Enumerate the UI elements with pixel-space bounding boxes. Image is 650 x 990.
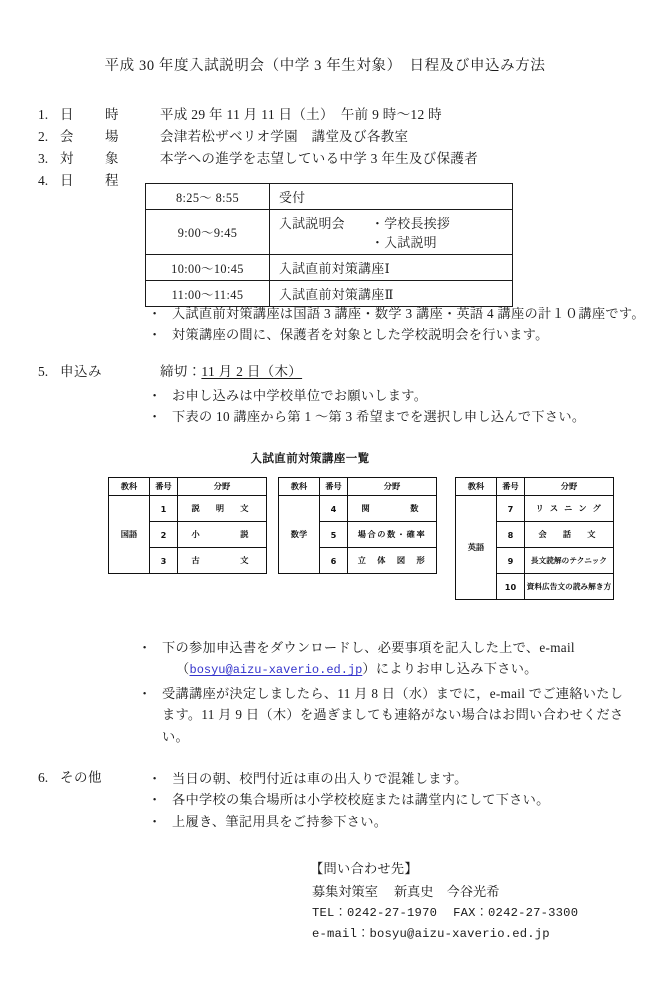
section-label-5: 申込み xyxy=(60,364,102,379)
course-field: リ ス ニ ン グ xyxy=(525,496,614,522)
contact-block xyxy=(312,858,578,945)
subject-cell: 英語 xyxy=(456,496,497,600)
course-field: 説 明 文 xyxy=(178,496,267,522)
table-row xyxy=(109,496,267,522)
course-field: 場合の数・確率 xyxy=(348,522,437,548)
note-text: 入試直前対策講座は国語 3 講座・数学 3 講座・英語 4 講座の計１０講座です。 xyxy=(172,306,645,321)
list-item xyxy=(146,811,550,832)
bullet-mark: ・ xyxy=(148,327,162,343)
course-field: 古 文 xyxy=(178,548,267,574)
paren-close: ）によりお申し込み下さい。 xyxy=(362,661,538,677)
list-item xyxy=(146,789,550,810)
tel-value: 0242-27-1970 xyxy=(346,906,438,921)
course-number: 7 xyxy=(497,496,525,522)
course-number: 8 xyxy=(497,522,525,548)
download-notes-list xyxy=(136,637,624,747)
schedule-time: 8:25〜 8:55 xyxy=(146,184,270,210)
subject-cell: 数学 xyxy=(279,496,320,574)
schedule-bullet-2: ・入試説明 xyxy=(371,236,437,250)
note-text: 上履き、筆記用具をご持参下さい。 xyxy=(172,813,388,829)
table-header-row xyxy=(456,478,614,496)
section-index-5: 5. xyxy=(38,364,49,379)
email-value: bosyu@aizu-xaverio.ed.jp xyxy=(369,927,550,942)
course-number: 1 xyxy=(150,496,178,522)
note-text: 対策講座の間に、保護者を対象とした学校説明会を行います。 xyxy=(172,327,549,343)
table-row xyxy=(456,496,614,522)
note-text: 下表の 10 講座から第 1 〜第 3 希望までを選択し申し込んで下さい。 xyxy=(172,409,586,425)
schedule-time: 11:00〜11:45 xyxy=(146,281,270,307)
section-index-2: 2. xyxy=(38,129,49,144)
section-row-6 xyxy=(34,768,160,789)
deadline-prefix: 締切： xyxy=(160,364,202,379)
bullet-mark: ・ xyxy=(138,685,152,701)
section-index-3: 3. xyxy=(38,151,49,166)
course-field: 立 体 図 形 xyxy=(348,548,437,574)
email-link[interactable]: bosyu@aizu-xaverio.ed.jp xyxy=(189,663,363,678)
col-header-field: 分野 xyxy=(178,478,267,496)
section-label-1: 日 時 xyxy=(60,107,128,122)
deadline-group xyxy=(160,362,302,383)
col-header-field: 分野 xyxy=(348,478,437,496)
note-line-1: 受講講座が決定しましたら、11 月 8 日（水）までに，e-mail でご連絡いたし xyxy=(162,685,624,701)
col-header-number: 番号 xyxy=(320,478,348,496)
deadline-value: 11 月 2 日（木） xyxy=(201,364,303,379)
course-number: 4 xyxy=(320,496,348,522)
section-index-1: 1. xyxy=(38,107,49,122)
course-number: 2 xyxy=(150,522,178,548)
table-header-row xyxy=(109,478,267,496)
section-row-2 xyxy=(34,127,408,148)
contact-email-line xyxy=(312,924,578,945)
schedule-time: 10:00〜10:45 xyxy=(146,255,270,281)
schedule-table xyxy=(145,183,513,307)
contact-heading: 【問い合わせ先】 xyxy=(310,861,418,876)
course-field: 小 説 xyxy=(178,522,267,548)
contact-staff: 新真史 今谷光希 xyxy=(393,883,500,899)
note-text: 当日の朝、校門付近は車の出入りで混雑します。 xyxy=(172,771,468,786)
table-row xyxy=(279,496,437,522)
note-text: 各中学校の集合場所は小学校校庭または講堂内にして下さい。 xyxy=(172,792,550,808)
list-item xyxy=(146,303,645,324)
table-header-row xyxy=(279,478,437,496)
section-index-6: 6. xyxy=(38,770,49,785)
bullet-mark: ・ xyxy=(148,306,162,321)
col-header-number: 番号 xyxy=(150,478,178,496)
course-number: 6 xyxy=(320,548,348,574)
list-item xyxy=(146,385,585,406)
course-number: 10 xyxy=(497,574,525,600)
list-item xyxy=(146,324,645,345)
section-row-5 xyxy=(34,362,302,383)
table-row xyxy=(146,255,513,281)
bullet-mark: ・ xyxy=(148,813,162,829)
col-header-subject: 教科 xyxy=(109,478,150,496)
section-row-3 xyxy=(34,149,478,170)
course-field: 会 話 文 xyxy=(525,522,614,548)
course-field: 関 数 xyxy=(348,496,437,522)
table-row xyxy=(146,184,513,210)
email-label: e-mail： xyxy=(312,927,370,942)
schedule-desc: 入試説明会 xyxy=(279,217,345,231)
col-header-number: 番号 xyxy=(497,478,525,496)
bullet-mark: ・ xyxy=(148,409,162,425)
course-field: 資料広告文の読み解き方 xyxy=(525,574,614,600)
application-notes-list xyxy=(146,385,585,428)
other-notes-list xyxy=(146,768,550,832)
course-table-math xyxy=(278,477,437,574)
section-label-3: 対 象 xyxy=(60,151,128,166)
course-table-english xyxy=(455,477,614,600)
bullet-mark: ・ xyxy=(148,771,162,786)
courses-heading: 入試直前対策講座一覧 xyxy=(250,451,370,465)
list-item xyxy=(146,406,585,427)
schedule-bullet-1: ・学校長挨拶 xyxy=(371,217,451,231)
col-header-subject: 教科 xyxy=(456,478,497,496)
course-field: 長文読解のテクニック xyxy=(525,548,614,574)
course-number: 3 xyxy=(150,548,178,574)
tel-label: TEL： xyxy=(312,906,347,921)
table-row xyxy=(146,210,513,255)
contact-phone-line xyxy=(312,903,578,924)
section-value-1: 平成 29 年 11 月 11 日（土） 午前 9 時〜12 時 xyxy=(160,107,442,122)
col-header-field: 分野 xyxy=(525,478,614,496)
bullet-mark: ・ xyxy=(148,388,162,403)
note-text xyxy=(162,683,624,747)
section-row-4 xyxy=(34,171,160,192)
section-value-3: 本学への進学を志望している中学 3 年生及び保護者 xyxy=(160,151,478,166)
paren-open: （ xyxy=(176,661,190,677)
schedule-desc-group xyxy=(270,210,513,255)
note-text: お申し込みは中学校単位でお願いします。 xyxy=(172,388,428,403)
bullet-mark: ・ xyxy=(138,640,152,655)
note-line-2: ます。11 月 9 日（木）を過ぎましても連絡がない場合はお問い合わせくださ xyxy=(162,707,624,723)
list-item xyxy=(136,683,624,747)
contact-office: 募集対策室 xyxy=(312,883,378,899)
section-label-6: その他 xyxy=(60,770,102,785)
course-number: 9 xyxy=(497,548,525,574)
section-label-4: 日 程 xyxy=(60,173,128,188)
schedule-desc: 入試直前対策講座Ⅱ xyxy=(270,281,513,307)
page-title: 平成 30 年度入試説明会（中学 3 年生対象） 日程及び申込み方法 xyxy=(104,58,546,74)
note-line-3: い。 xyxy=(162,728,189,744)
schedule-desc: 受付 xyxy=(270,184,513,210)
schedule-desc-line1 xyxy=(279,213,504,232)
section-index-4: 4. xyxy=(38,173,49,188)
fax-label: FAX： xyxy=(453,906,489,921)
fax-value: 0242-27-3300 xyxy=(488,906,579,921)
note-line-1: 下の参加申込書をダウンロードし、必要事項を記入した上で、e-mail xyxy=(162,640,575,655)
contact-office-line xyxy=(312,881,578,904)
note-text xyxy=(162,637,575,681)
course-number: 5 xyxy=(320,522,348,548)
col-header-subject: 教科 xyxy=(279,478,320,496)
list-item xyxy=(136,637,624,681)
schedule-notes-list xyxy=(146,303,645,346)
schedule-time: 9:00〜9:45 xyxy=(146,210,270,255)
course-table-japanese xyxy=(108,477,267,574)
section-value-2: 会津若松ザベリオ学園 講堂及び各教室 xyxy=(160,129,409,144)
list-item xyxy=(146,768,550,789)
section-row-1 xyxy=(34,105,442,126)
section-label-2: 会 場 xyxy=(60,129,128,144)
schedule-desc: 入試直前対策講座Ⅰ xyxy=(270,255,513,281)
subject-cell: 国語 xyxy=(109,496,150,574)
bullet-mark: ・ xyxy=(148,792,162,808)
